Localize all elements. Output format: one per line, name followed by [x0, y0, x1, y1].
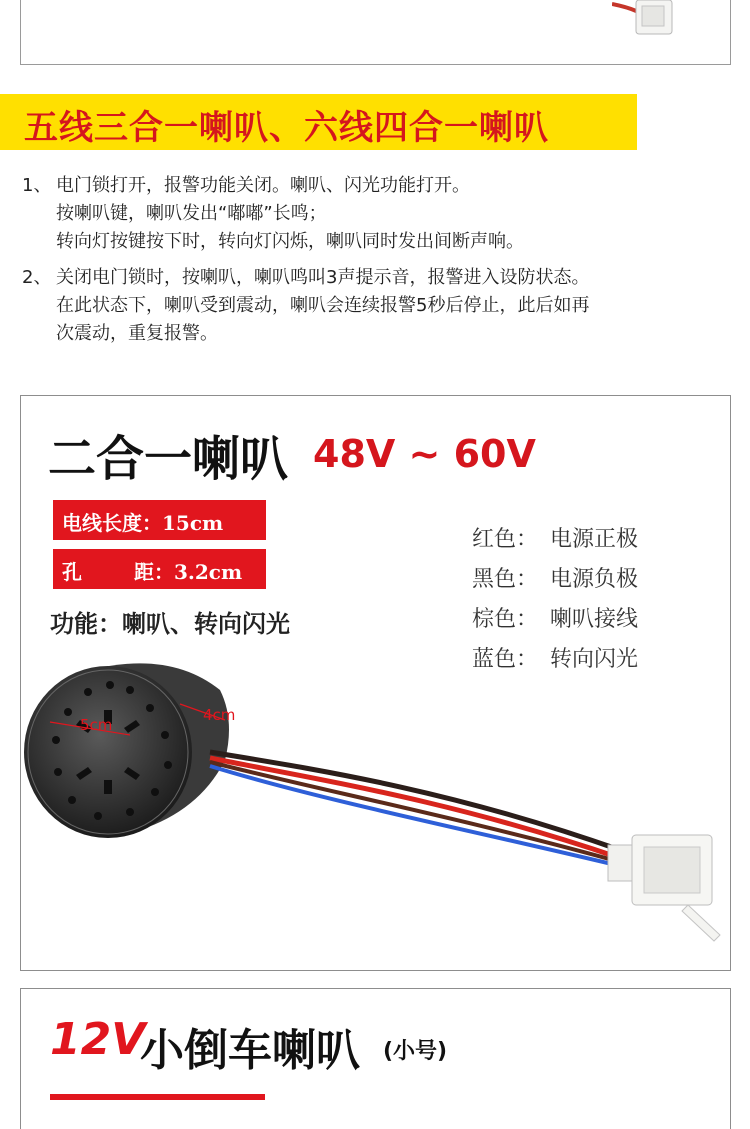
next-product-title: 小倒车喇叭 — [140, 1025, 360, 1076]
title-underline — [50, 1094, 265, 1100]
note-line: 电门锁打开，报警功能关闭。喇叭、闪光功能打开。 — [56, 175, 470, 196]
wire-row-brown — [472, 600, 638, 640]
speaker-horn-image — [20, 640, 729, 960]
spec-wire-length: 电线长度：15cm — [62, 511, 224, 535]
note-line: 按喇叭键，喇叭发出“嘟嘟”长鸣； — [56, 203, 327, 224]
spec-hole-label: 孔 — [62, 560, 82, 584]
product-title: 二合一喇叭 — [48, 431, 289, 487]
diameter-label: 5cm — [80, 716, 113, 734]
note-line: 关闭电门锁时，按喇叭，喇叭鸣叫3声提示音，报警进入设防状态。 — [56, 267, 590, 288]
wire-purpose: 电源负极 — [550, 567, 639, 592]
connector-plug-icon — [612, 0, 676, 38]
product-function: 功能：喇叭、转向闪光 — [50, 609, 290, 638]
next-product-subtitle: (小号) — [383, 1039, 448, 1064]
note-number: 1、 — [22, 175, 52, 196]
product-voltage: 48V ~ 60V — [313, 432, 536, 476]
wire-color: 红色： — [472, 527, 539, 552]
note-number: 2、 — [22, 267, 52, 288]
wire-color: 蓝色： — [472, 647, 539, 672]
wire-row-red — [472, 520, 638, 560]
wire-row-black — [472, 560, 638, 600]
depth-label: 4cm — [203, 706, 236, 724]
note-2 — [22, 264, 722, 348]
note-1 — [22, 172, 722, 256]
wire-purpose: 喇叭接线 — [550, 607, 639, 632]
feature-notes — [22, 172, 722, 348]
section-title: 五线三合一喇叭、六线四合一喇叭 — [24, 108, 549, 148]
note-line: 转向灯按键按下时，转向灯闪烁，喇叭同时发出间断声响。 — [56, 231, 524, 252]
wire-purpose: 电源正极 — [550, 527, 639, 552]
spec-hole-distance: 距：3.2cm — [134, 560, 243, 584]
wire-purpose: 转向闪光 — [550, 647, 639, 672]
next-product-voltage: 12V — [50, 1014, 146, 1065]
note-line: 次震动，重复报警。 — [56, 323, 218, 344]
note-line: 在此状态下，喇叭受到震动，喇叭会连续报警5秒后停止，此后如再 — [56, 295, 590, 316]
wire-color: 棕色： — [472, 607, 539, 632]
wire-color: 黑色： — [472, 567, 539, 592]
